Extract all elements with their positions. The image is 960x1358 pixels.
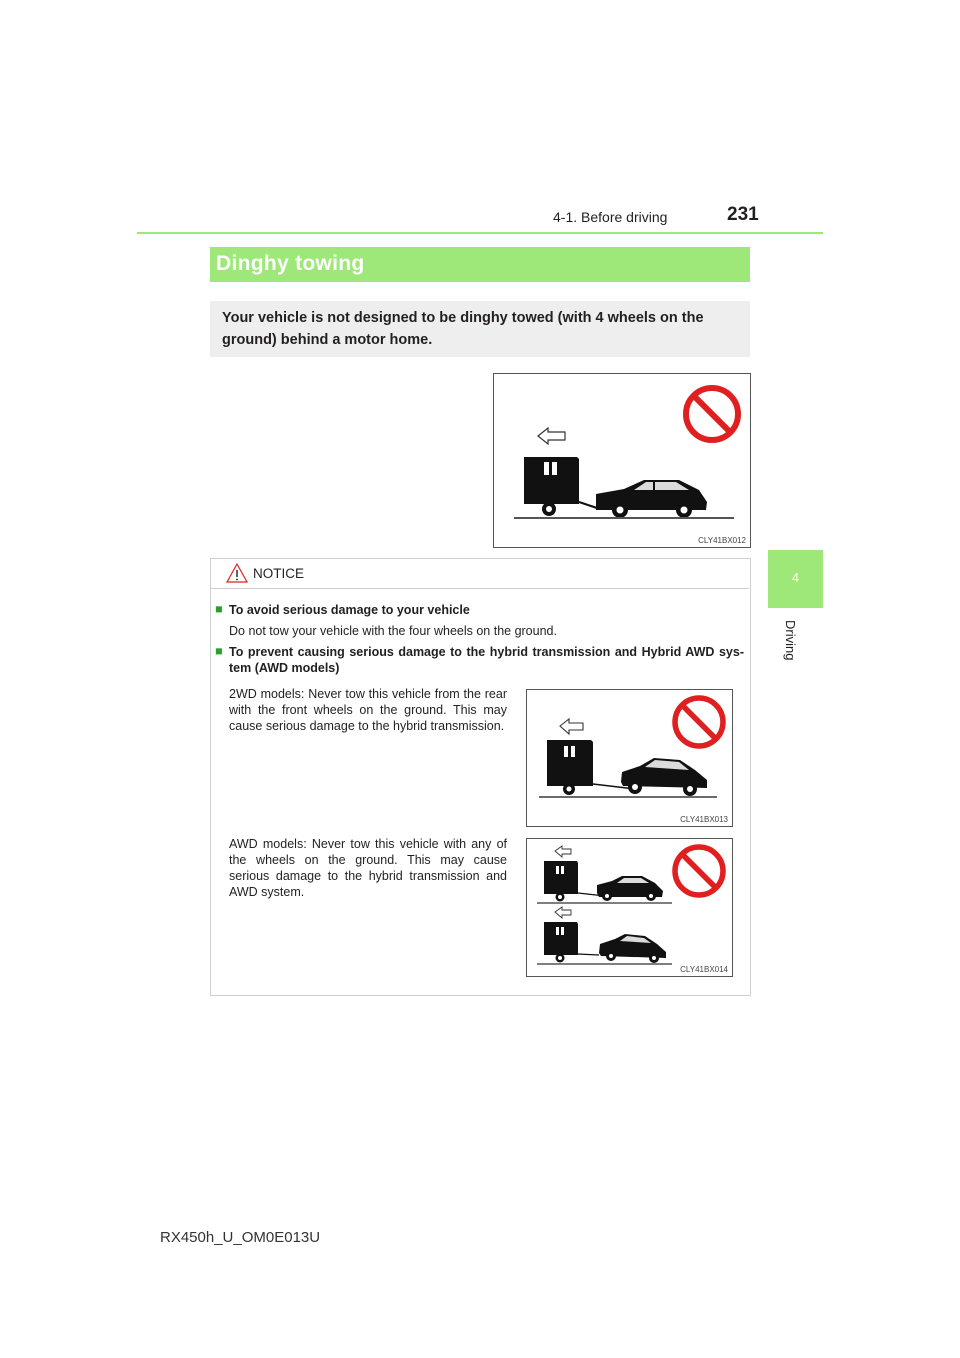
notice-2wd-paragraph: 2WD models: Never tow this vehicle from the rear with the front wheels on the ground. This may cause serious damage to the hybrid transmission. xyxy=(229,687,507,733)
notice-item-heading: To avoid serious damage to your vehicle xyxy=(229,603,470,617)
header-section-title: 4-1. Before driving xyxy=(553,209,668,225)
chapter-tab-number: 4 xyxy=(791,570,800,585)
notice-awd-paragraph: AWD models: Never tow this vehicle with any of the wheels on the ground. This may cause serious damage to the hybrid transmission and AWD system. xyxy=(229,837,507,899)
awd-towing-illustration xyxy=(527,839,732,976)
figure-code: CLY41BX012 xyxy=(698,536,746,545)
notice-item-heading: To prevent causing serious damage to the hybrid transmission and Hybrid AWD sys-tem (AWD models) xyxy=(229,645,744,675)
bullet-square-icon: ■ xyxy=(215,644,223,658)
intro-text: Your vehicle is not designed to be dinghy towed (with 4 wheels on the ground) behind a motor home. xyxy=(222,310,704,348)
figure-code: CLY41BX014 xyxy=(680,965,728,974)
prohibited-icon xyxy=(686,388,738,440)
direction-arrow-icon xyxy=(555,907,571,918)
section-title: Dinghy towing xyxy=(216,252,365,275)
motorhome-towing-car-illustration xyxy=(494,374,750,547)
awd-towing-figure xyxy=(526,838,733,977)
2wd-towing-figure xyxy=(526,689,733,827)
figure-code: CLY41BX013 xyxy=(680,815,728,824)
prohibited-icon xyxy=(675,847,723,895)
header-rule xyxy=(137,232,823,234)
notice-item-text: Do not tow your vehicle with the four wheels on the ground. xyxy=(229,624,557,638)
direction-arrow-icon xyxy=(555,846,571,857)
2wd-towing-illustration xyxy=(527,690,732,826)
prohibited-icon xyxy=(675,698,723,746)
motorhome-icon xyxy=(544,922,578,955)
motorhome-icon xyxy=(544,861,578,894)
direction-arrow-icon xyxy=(560,719,583,734)
warning-triangle-icon xyxy=(226,563,248,583)
dinghy-towing-figure xyxy=(493,373,751,548)
motorhome-icon xyxy=(547,740,593,786)
chapter-tab-label: Driving xyxy=(783,620,798,661)
bullet-square-icon: ■ xyxy=(215,602,223,616)
page-number: 231 xyxy=(727,204,759,225)
direction-arrow-icon xyxy=(538,428,565,444)
footer-doc-id: RX450h_U_OM0E013U xyxy=(160,1229,321,1246)
motorhome-icon xyxy=(524,457,579,504)
notice-label: NOTICE xyxy=(253,566,305,581)
